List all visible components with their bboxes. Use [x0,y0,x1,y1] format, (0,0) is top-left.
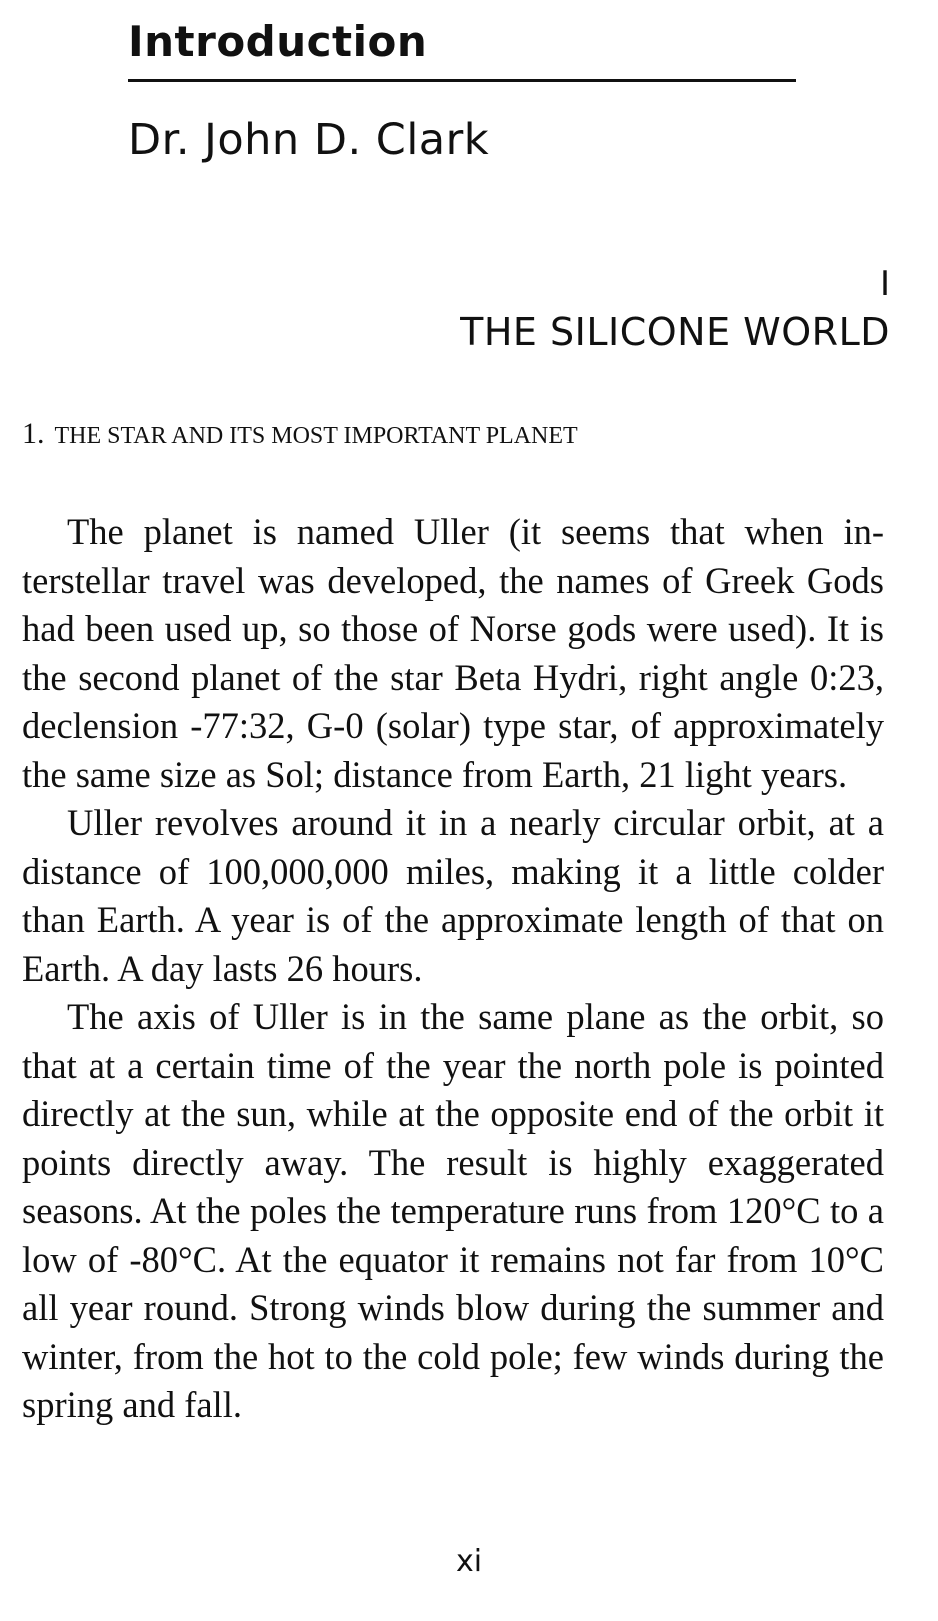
page-number: xi [455,1544,483,1579]
paragraph: The planet is named Uller (it seems that when interstellar travel was developed, the names of Greek Gods had been used up, so those of Norse gods were used). It is the second planet of the star Beta Hydri, right angle 0:23, declension -77:32, G-0 (solar) type star, of approximately the same size as Sol; distance from Earth, 21 light years. [22,511,884,795]
chapter-heading: Introduction [128,17,428,66]
section-number: 1. [22,417,45,450]
paragraph: Uller revolves around it in a nearly circular orbit, at a distance of 100,000,000 miles, making it a little colder than Earth. A year is of the approximate length of that on Earth. A day lasts 26 hours. [22,802,884,989]
heading-rule [128,79,796,82]
section-title: THE STAR AND ITS MOST IMPORTANT PLANET [54,423,578,449]
body-text [22,508,884,1430]
part-number: I [879,264,890,304]
paragraph: The axis of Uller is in the same plane as the orbit, so that at a certain time of the year the north pole is pointed directly at the sun, while at the opposite end of the orbit it points directly away. The result is highly exaggerated seasons. At the poles the temperature runs from 120°C to a low of -80°C. At the equator it remains not far from 10°C all year round. Strong winds blow during the summer and winter, from the hot to the cold pole; few winds during the spring and fall. [22,996,884,1425]
section-heading [22,414,578,456]
author-name: Dr. John D. Clark [128,115,490,165]
part-title: THE SILICONE WORLD [460,310,890,354]
